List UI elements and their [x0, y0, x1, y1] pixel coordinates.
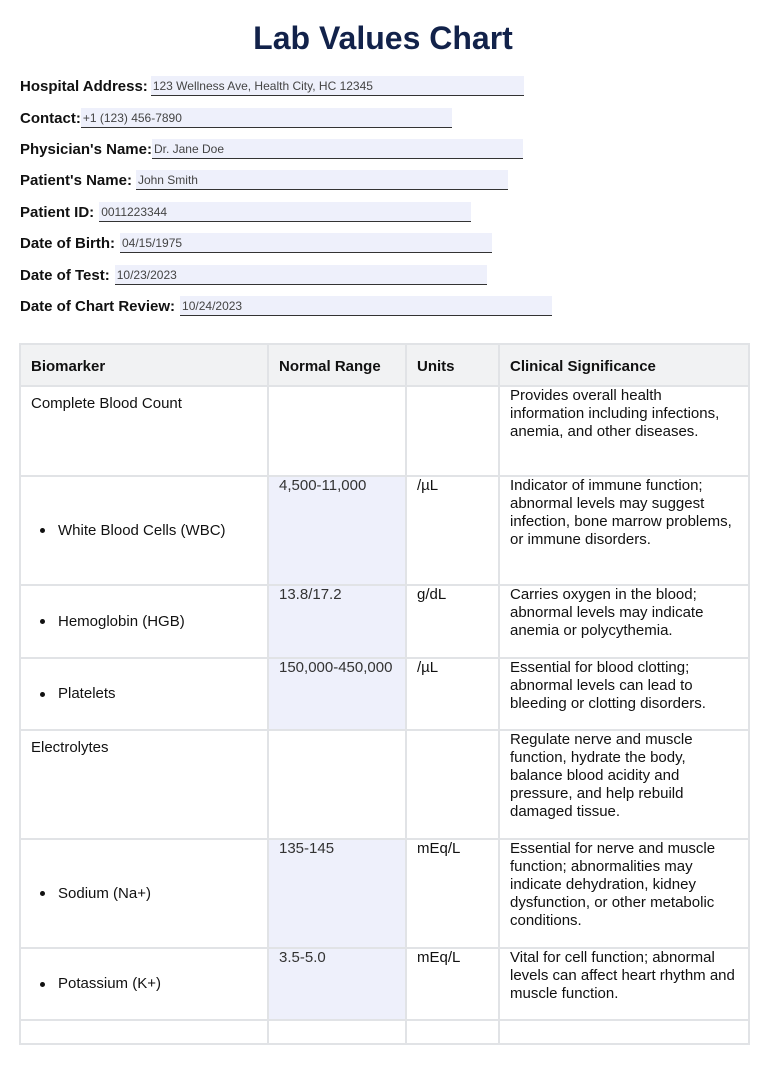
bullet-icon [40, 692, 45, 697]
range-input[interactable]: 3.5-5.0 [268, 948, 406, 1020]
biomarker-label: Sodium (Na+) [58, 884, 151, 902]
range-input[interactable]: 4,500-11,000 [268, 476, 406, 585]
table-row [20, 386, 749, 476]
biomarker-cell [20, 1020, 268, 1044]
units-cell [406, 1020, 499, 1044]
biomarker-label: Platelets [58, 685, 116, 702]
hospital-address-label: Hospital Address: [20, 78, 148, 95]
hospital-address-field [20, 72, 524, 96]
patient-name-label: Patient's Name: [20, 172, 132, 189]
units-cell [406, 386, 499, 476]
physician-name-input[interactable]: Dr. Jane Doe [152, 139, 523, 159]
patient-id-label: Patient ID: [20, 204, 95, 221]
patient-name-input[interactable]: John Smith [136, 170, 508, 190]
range-cell [268, 1020, 406, 1044]
bullet-icon [40, 619, 45, 624]
table-row [20, 839, 749, 948]
date-of-chart-review-label: Date of Chart Review: [20, 298, 176, 315]
header-normal-range: Normal Range [268, 344, 406, 386]
page-title: Lab Values Chart [253, 20, 513, 56]
units-cell: g/dL [406, 585, 499, 658]
contact-label: Contact: [20, 110, 81, 127]
range-cell [268, 386, 406, 476]
date-of-test-field [20, 261, 487, 285]
date-of-birth-input[interactable]: 04/15/1975 [120, 233, 492, 253]
significance-cell: Essential for blood clotting; abnormal levels can lead to bleeding or clotting disorders. [499, 658, 749, 730]
range-input[interactable]: 13.8/17.2 [268, 585, 406, 658]
header-clinical-significance: Clinical Significance [499, 344, 749, 386]
biomarker-cell [20, 476, 268, 585]
table-row [20, 585, 749, 658]
biomarker-label: Hemoglobin (HGB) [58, 612, 185, 630]
table-header-row [20, 344, 749, 386]
range-input[interactable]: 150,000-450,000 [268, 658, 406, 730]
bullet-icon [40, 528, 45, 533]
contact-input[interactable]: +1 (123) 456-7890 [81, 108, 452, 128]
significance-cell: Indicator of immune function; abnormal levels may suggest infection, bone marrow problems, or immune disorders. [499, 476, 749, 585]
table-row [20, 658, 749, 730]
biomarker-cell [20, 585, 268, 658]
biomarker-cell [20, 948, 268, 1020]
patient-name-field [20, 166, 508, 190]
physician-name-field [20, 135, 523, 159]
date-of-test-label: Date of Test: [20, 267, 110, 284]
patient-id-field [20, 198, 471, 222]
significance-cell: Provides overall health information including infections, anemia, and other diseases. [499, 386, 749, 476]
date-of-test-input[interactable]: 10/23/2023 [115, 265, 487, 285]
biomarker-cell [20, 839, 268, 948]
units-cell: /µL [406, 658, 499, 730]
hospital-address-input[interactable]: 123 Wellness Ave, Health City, HC 12345 [151, 76, 524, 96]
date-of-birth-field [20, 229, 492, 253]
biomarker-cell [20, 658, 268, 730]
significance-cell: Carries oxygen in the blood; abnormal levels may indicate anemia or polycythemia. [499, 585, 749, 658]
header-biomarker: Biomarker [20, 344, 268, 386]
significance-cell [499, 1020, 749, 1044]
biomarker-cell: Electrolytes [20, 730, 268, 839]
range-cell [268, 730, 406, 839]
date-of-chart-review-field [20, 292, 552, 316]
date-of-chart-review-input[interactable]: 10/24/2023 [180, 296, 552, 316]
units-cell: /µL [406, 476, 499, 585]
range-input[interactable]: 135-145 [268, 839, 406, 948]
biomarker-cell: Complete Blood Count [20, 386, 268, 476]
table-row [20, 476, 749, 585]
date-of-birth-label: Date of Birth: [20, 235, 115, 252]
significance-cell: Essential for nerve and muscle function; abnormalities may indicate dehydration, kidney dysfunction, or other metabolic conditions. [499, 839, 749, 948]
header-units: Units [406, 344, 499, 386]
units-cell: mEq/L [406, 948, 499, 1020]
bullet-icon [40, 891, 45, 896]
patient-id-input[interactable]: 0011223344 [99, 202, 471, 222]
units-cell: mEq/L [406, 839, 499, 948]
table-row [20, 730, 749, 839]
lab-values-table [19, 343, 750, 1045]
contact-field [20, 104, 452, 128]
biomarker-label: White Blood Cells (WBC) [58, 521, 226, 539]
significance-cell: Vital for cell function; abnormal levels can affect heart rhythm and muscle function. [499, 948, 749, 1020]
significance-cell: Regulate nerve and muscle function, hydrate the body, balance blood acidity and pressure, and help rebuild damaged tissue. [499, 730, 749, 839]
units-cell [406, 730, 499, 839]
table-row [20, 948, 749, 1020]
physician-name-label: Physician's Name: [20, 141, 152, 158]
bullet-icon [40, 982, 45, 987]
table-row [20, 1020, 749, 1044]
biomarker-label: Potassium (K+) [58, 975, 161, 992]
